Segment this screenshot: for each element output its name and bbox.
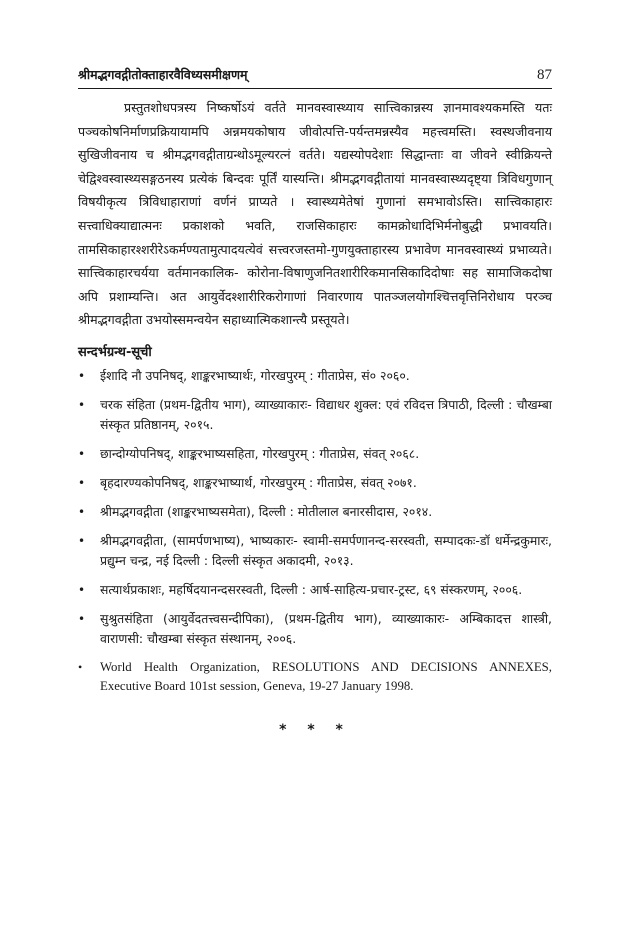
page-number: 87 <box>537 67 552 83</box>
bullet-icon: • <box>78 475 86 490</box>
document-page <box>78 66 552 738</box>
conclusion-paragraph: प्रस्तुतशोधपत्रस्य निष्कर्षोऽयं वर्तते मानवस्वास्थ्याय सात्त्विकान्नस्य ज्ञानमावश्यकमस्ति यतः पञ्चकोषनिर्माणप्रक्रियायामपि अन्नमयकोषाय जीवोत्पत्ति-पर्यन्तमन्नस्यैव महत्त्वमस्ति। स्वस्थजीवनाय सुखिजीवनाय च श्रीमद्भगवद्गीताग्रन्थोऽमूल्यरत्नं वर्तते। यद्यस्योपदेशाः सिद्धान्ताः वा जीवने स्वीक्रियन्ते चेद्विश्वस्वास्थ्यसङ्गठनस्य प्रत्येकं बिन्दवः पूर्तिं यास्यन्ति। श्रीमद्भगवद्गीतायां मानवस्वास्थ्यदृष्ट्या त्रिविधगुणान् विषयीकृत्य त्रिविधाहाराणां वर्णनं प्राप्यते । स्वास्थ्यमेतेषां गुणानां समभावोऽस्ति। सात्त्विकाहारः सत्त्वाधिक्याद्यात्मनः प्रकाशको भवति, राजसिकाहारः कामक्रोधादिभिर्मनोबुद्धी प्रभावयति। तामसिकाहारश्शरीरेऽकर्मण्यतामुत्पादयत्येवं सत्त्वरजस्तमो-गुणयुक्ताहारस्य प्रभावेण मानवस्वास्थ्यं प्रभाव्यते। सात्त्विकाहारचर्यया वर्तमानकालिक- कोरोना-विषाणुजनितशारीरिकमानसिकादिदोषाः सह सामाजिकदोषा अपि प्रशाम्यन्ति। अत आयुर्वेदश्शारीरिकरोगाणां निवारणाय पातञ्जलयोगश्चित्तवृत्तिनिरोधाय परञ्च श्रीमद्भगवद्गीता उभयोस्समन्वयेन सहाध्यात्मिकशान्त्यै प्रस्तूयते। <box>78 100 552 328</box>
reference-item <box>78 366 552 386</box>
reference-text: सुश्रुतसंहिता (आयुर्वेदतत्त्वसन्दीपिका), (प्रथम-द्वितीय भाग), व्याख्याकारः- अम्बिकादत्त शास्त्री, वाराणसी: चौखम्बा संस्कृत संस्थानम्, २००६. <box>100 610 552 646</box>
bullet-icon: • <box>78 368 86 383</box>
bullet-icon: • <box>78 533 86 548</box>
bullet-icon: • <box>78 504 86 519</box>
reference-text: बृहदारण्यकोपनिषद्, शाङ्करभाष्यार्थ, गोरखपुरम् : गीताप्रेस, संवत् २०७१. <box>100 474 417 490</box>
running-head <box>78 66 552 89</box>
reference-item <box>78 658 552 696</box>
end-mark: * * * <box>279 721 351 738</box>
bibliography-heading: सन्दर्भग्रन्थ-सूची <box>78 344 152 360</box>
reference-item <box>78 531 552 571</box>
reference-text: श्रीमद्भगवद्गीता (शाङ्करभाष्यसमेता), दिल्ली : मोतीलाल बनारसीदास, २०१४. <box>100 503 433 519</box>
running-head-title: श्रीमद्भगवद्गीतोक्ताहारवैविध्यसमीक्षणम् <box>78 67 248 82</box>
bullet-icon: • <box>78 582 86 597</box>
reference-item <box>78 609 552 649</box>
reference-text: चरक संहिता (प्रथम-द्वितीय भाग), व्याख्याकारः- विद्याधर शुक्ल: एवं रविदत्त त्रिपाठी, दिल्ली : चौखम्बा संस्कृत प्रतिष्ठानम्, २०१५. <box>100 396 552 432</box>
reference-text: World Health Organization, RESOLUTIONS AND DECISIONS ANNEXES, Executive Board 101st session, Geneva, 19-27 January 1998. <box>100 659 552 693</box>
reference-item <box>78 395 552 435</box>
reference-text: ईशादि नौ उपनिषद्, शाङ्करभाष्यार्थः, गोरखपुरम् : गीताप्रेस, सं० २०६०. <box>100 367 410 383</box>
reference-list <box>78 366 552 696</box>
reference-item <box>78 580 552 600</box>
bullet-icon: • <box>78 659 83 674</box>
bullet-icon: • <box>78 611 86 626</box>
bullet-icon: • <box>78 446 86 461</box>
bullet-icon: • <box>78 397 86 412</box>
reference-item <box>78 502 552 522</box>
reference-item <box>78 444 552 464</box>
reference-text: सत्यार्थप्रकाशः, महर्षिदयानन्दसरस्वती, दिल्ली : आर्ष-साहित्य-प्रचार-ट्रस्ट, ६९ संस्करणम्, २००६. <box>100 581 523 597</box>
reference-text: छान्दोग्योपनिषद्, शाङ्करभाष्यसहिता, गोरखपुरम् : गीताप्रेस, संवत् २०६८. <box>100 445 420 461</box>
reference-text: श्रीमद्भगवद्गीता, (सामर्पणभाष्य), भाष्यकारः- स्वामी-समर्पणानन्द-सरस्वती, सम्पादकः-डॉ धर्मेन्द्रकुमारः, प्रद्युम्न चन्द्र, नई दिल्ली : दिल्ली संस्कृत अकादमी, २०१३. <box>100 532 552 568</box>
reference-item <box>78 473 552 493</box>
